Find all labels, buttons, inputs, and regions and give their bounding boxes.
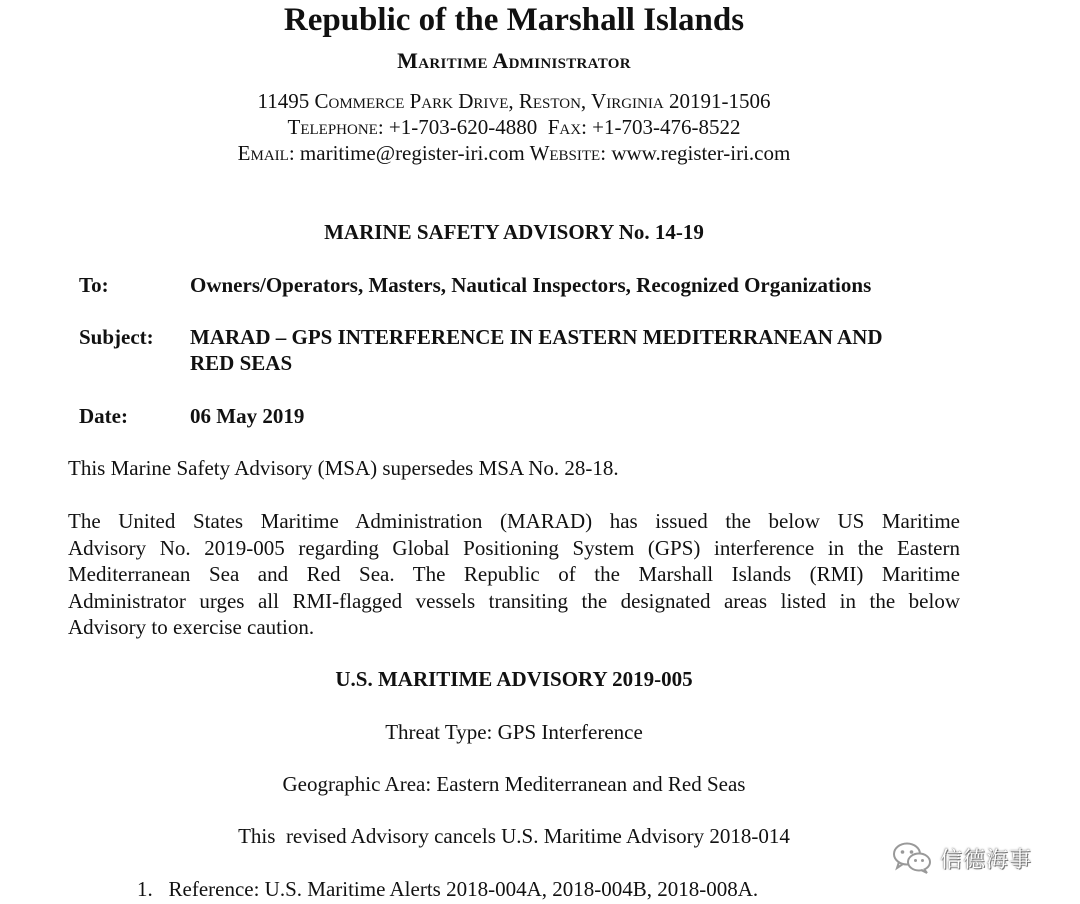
email-value: maritime@register-iri.com (299, 141, 525, 165)
intro-line: Advisory to exercise caution. (68, 615, 315, 639)
to-value: Owners/Operators, Masters, Nautical Inspectors, Recognized Organizations (190, 273, 872, 297)
reference-text: Reference: U.S. Maritime Alerts 2018-004A, 2018-004B, 2018-008A. (168, 877, 759, 901)
telephone-label: Telephone: (287, 115, 384, 139)
website-label: Website: (529, 141, 607, 165)
fax-label: Fax: (547, 115, 587, 139)
to-label: To: (79, 273, 109, 297)
watermark (892, 838, 1032, 878)
intro-line: Mediterranean Sea and Red Sea. The Republic of the Marshall Islands (RMI) Maritime (68, 562, 960, 586)
wechat-icon (892, 841, 932, 875)
subject-line-1: MARAD – GPS INTERFERENCE IN EASTERN MEDITERRANEAN AND (190, 325, 883, 349)
reference-number: 1. (137, 877, 153, 901)
cancels-notice: This revised Advisory cancels U.S. Maritime Advisory 2018-014 (238, 824, 790, 848)
date-value: 06 May 2019 (190, 404, 305, 428)
email-label: Email: (237, 141, 295, 165)
intro-line: Administrator urges all RMI-flagged vessels transiting the designated areas listed in the below (68, 588, 960, 613)
letterhead-subtitle: Maritime Administrator (397, 48, 631, 73)
telephone-value: +1-703-620-4880 (388, 115, 538, 139)
intro-line: Advisory No. 2019-005 regarding Global Positioning System (GPS) interference in the Eastern (68, 535, 960, 560)
supersedes-paragraph: This Marine Safety Advisory (MSA) supersedes MSA No. 28-18. (68, 456, 619, 480)
reference-item (137, 875, 758, 903)
subject-label: Subject: (79, 325, 154, 349)
advisory-heading: MARINE SAFETY ADVISORY No. 14-19 (324, 220, 704, 244)
intro-line: The United States Maritime Administration (MARAD) has issued the below US Maritime (68, 509, 960, 533)
intro-paragraph (68, 508, 960, 641)
watermark-text: 信德海事 (940, 847, 1033, 873)
date-label: Date: (79, 404, 128, 428)
fax-value: +1-703-476-8522 (592, 115, 741, 139)
letterhead-email-website (0, 140, 1028, 166)
subject-line-2: RED SEAS (190, 351, 293, 375)
letterhead-address: 11495 Commerce Park Drive, Reston, Virginia 20191-1506 (257, 89, 771, 113)
letterhead-title: Republic of the Marshall Islands (283, 2, 745, 38)
letterhead-phone-fax (0, 114, 1028, 140)
geographic-area: Geographic Area: Eastern Mediterranean and Red Seas (282, 772, 746, 796)
threat-type: Threat Type: GPS Interference (385, 720, 643, 744)
us-advisory-heading: U.S. MARITIME ADVISORY 2019-005 (335, 667, 693, 691)
website-value: www.register-iri.com (611, 141, 791, 165)
